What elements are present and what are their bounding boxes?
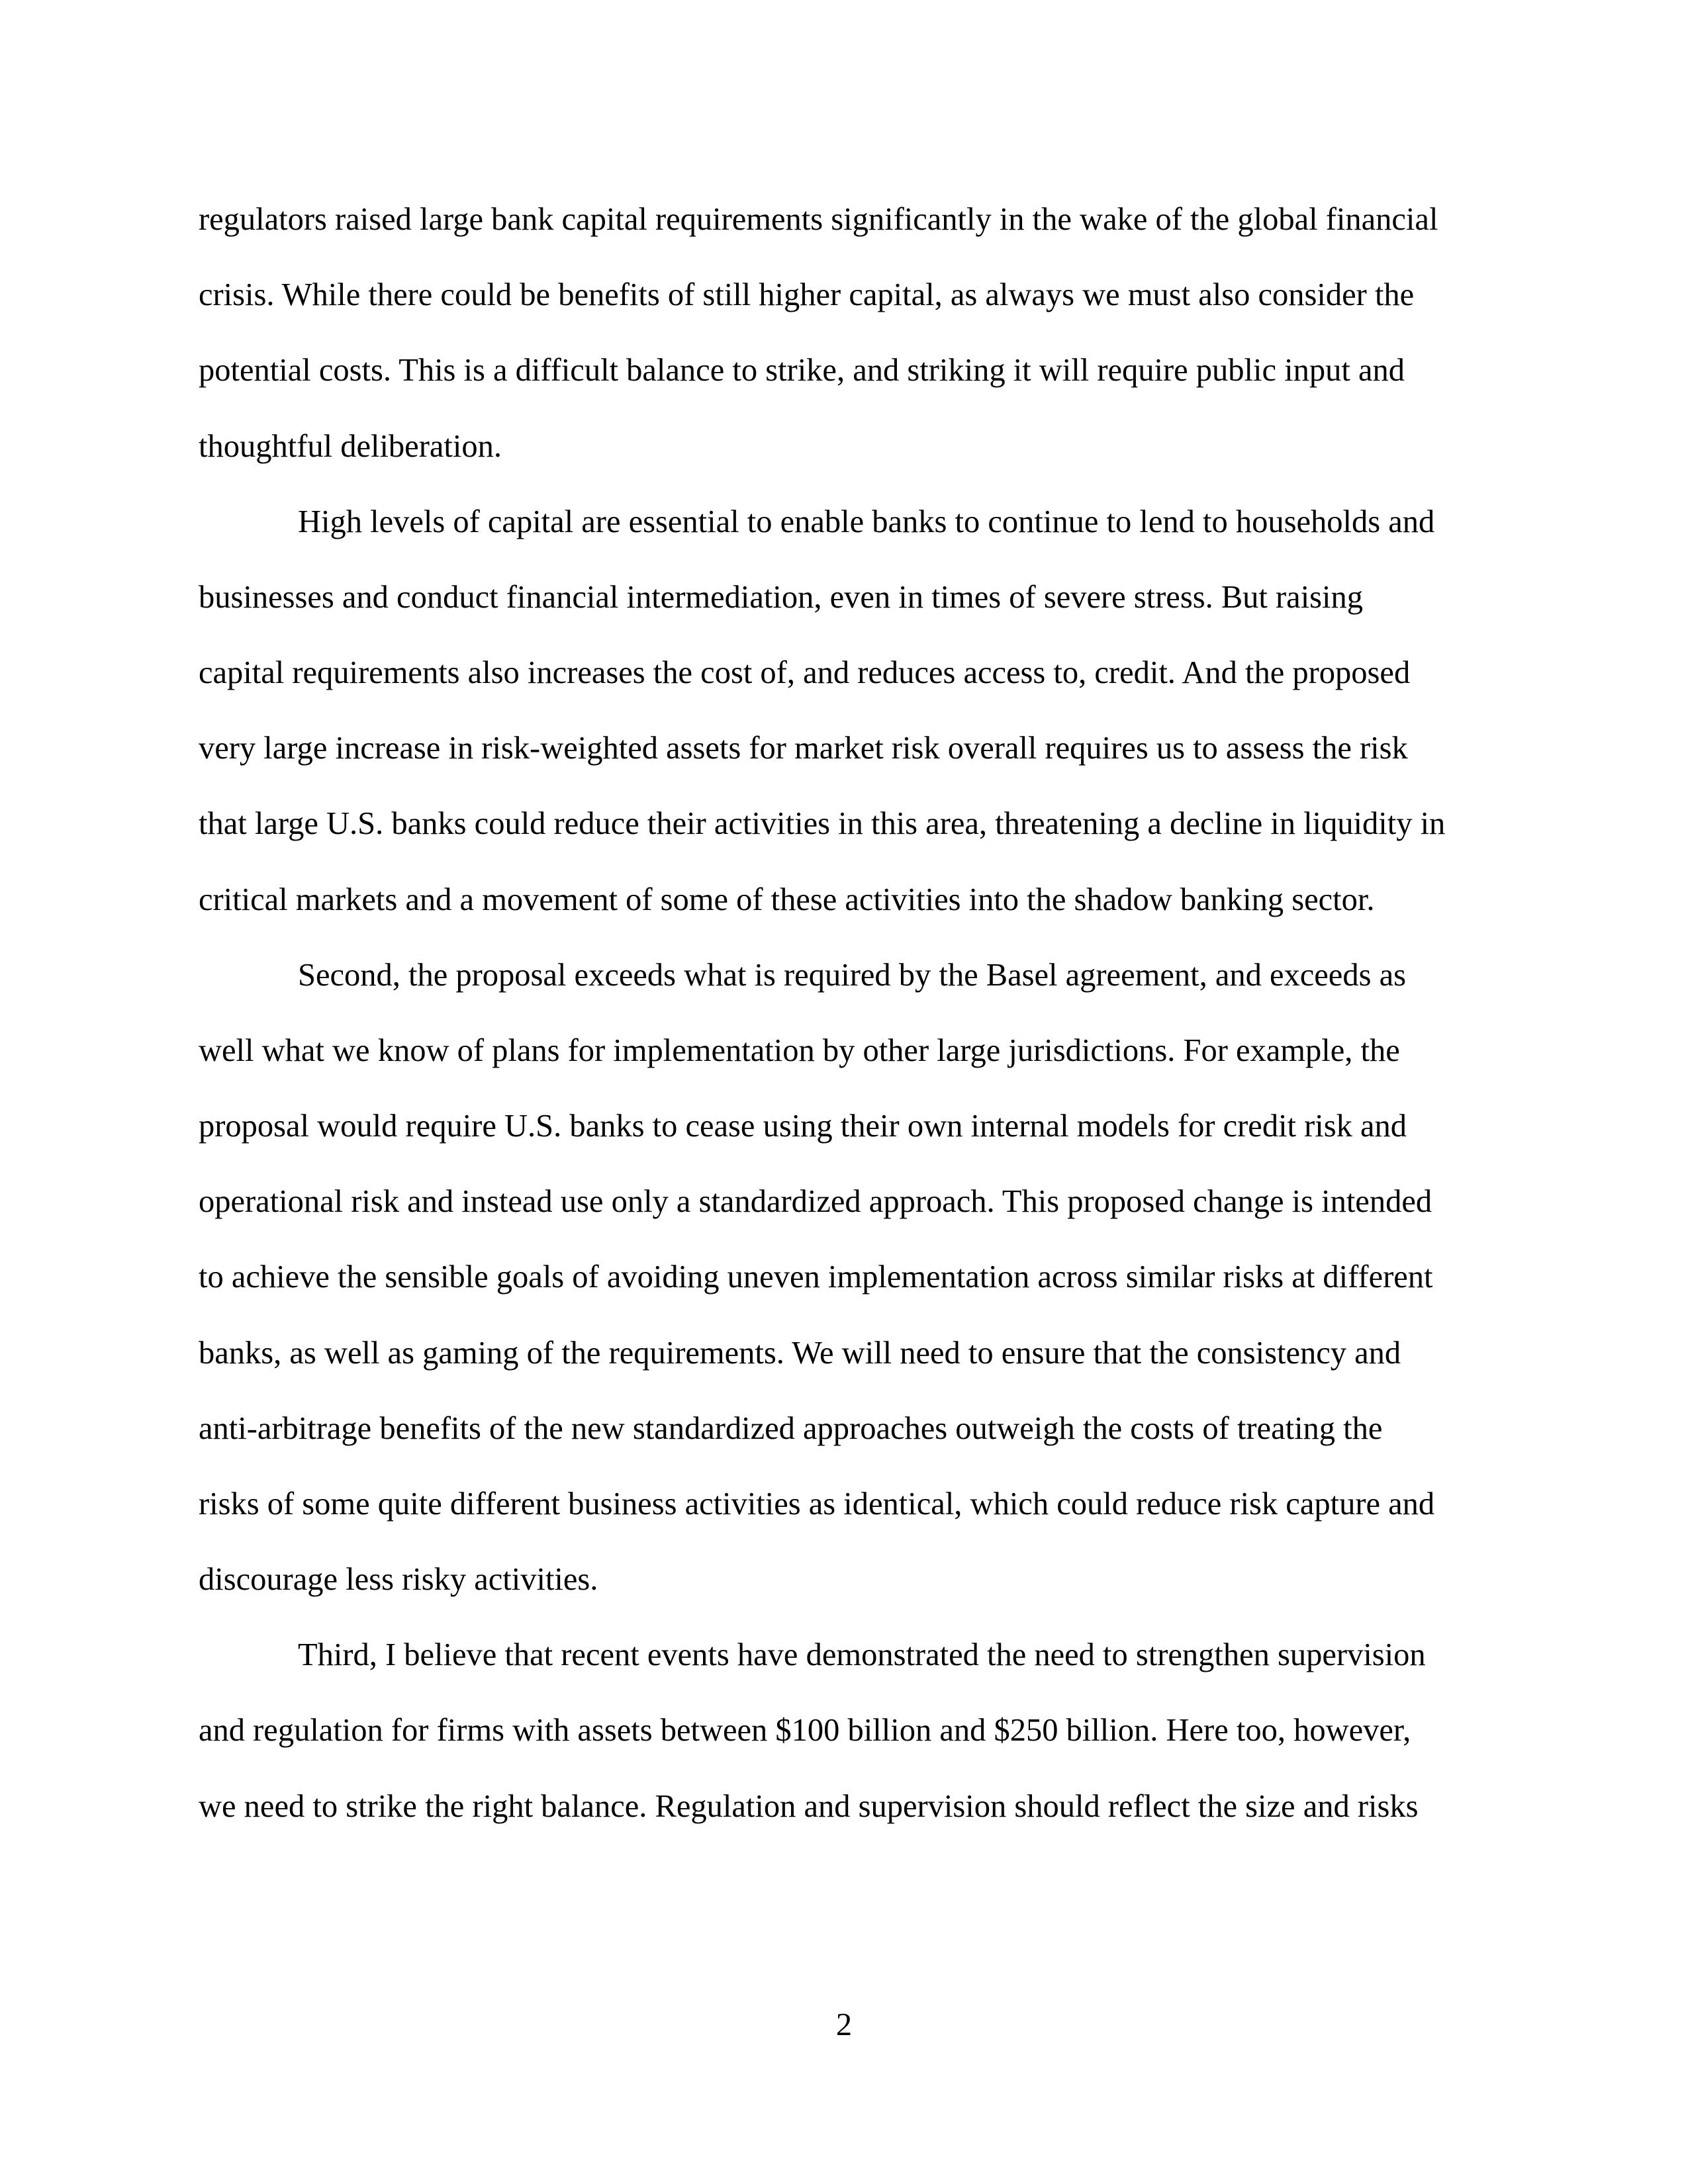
body-text-line: potential costs. This is a difficult balance to strike, and striking it will require public input and xyxy=(199,353,1405,388)
body-text-line: very large increase in risk-weighted assets for market risk overall requires us to assess the risk xyxy=(199,731,1408,766)
paragraph-first-line: Third, I believe that recent events have demonstrated the need to strengthen supervision xyxy=(298,1637,1426,1672)
body-text-line: capital requirements also increases the cost of, and reduces access to, credit. And the proposed xyxy=(199,655,1411,690)
body-text-line: to achieve the sensible goals of avoiding uneven implementation across similar risks at different xyxy=(199,1259,1433,1295)
body-text-line: proposal would require U.S. banks to cease using their own internal models for credit risk and xyxy=(199,1109,1407,1144)
page-number: 2 xyxy=(835,2007,853,2042)
body-text-line: businesses and conduct financial intermediation, even in times of severe stress. But raising xyxy=(199,580,1364,615)
body-text-line: operational risk and instead use only a standardized approach. This proposed change is intended xyxy=(199,1184,1432,1219)
body-text-line: that large U.S. banks could reduce their activities in this area, threatening a decline in liquidity in xyxy=(199,806,1446,841)
body-text-line: risks of some quite different business activities as identical, which could reduce risk capture and xyxy=(199,1486,1435,1522)
paragraph-first-line: High levels of capital are essential to enable banks to continue to lend to households and xyxy=(298,504,1435,539)
body-text-line: anti-arbitrage benefits of the new standardized approaches outweigh the costs of treating the xyxy=(199,1411,1383,1446)
paragraph-first-line: Second, the proposal exceeds what is required by the Basel agreement, and exceeds as xyxy=(298,958,1406,993)
body-text-line: thoughtful deliberation. xyxy=(199,429,502,464)
body-text-line: critical markets and a movement of some of these activities into the shadow banking sector. xyxy=(199,882,1375,917)
body-text-line: discourage less risky activities. xyxy=(199,1562,598,1597)
body-text-line: crisis. While there could be benefits of still higher capital, as always we must also consider the xyxy=(199,277,1415,312)
body-text-line: well what we know of plans for implementation by other large jurisdictions. For example, the xyxy=(199,1033,1400,1068)
body-text-line: we need to strike the right balance. Regulation and supervision should reflect the size and risks xyxy=(199,1789,1419,1824)
body-text-line: and regulation for firms with assets between $100 billion and $250 billion. Here too, however, xyxy=(199,1713,1411,1748)
body-text-line: regulators raised large bank capital requirements significantly in the wake of the global financial xyxy=(199,202,1438,237)
body-text-line: banks, as well as gaming of the requirements. We will need to ensure that the consistency and xyxy=(199,1336,1401,1371)
